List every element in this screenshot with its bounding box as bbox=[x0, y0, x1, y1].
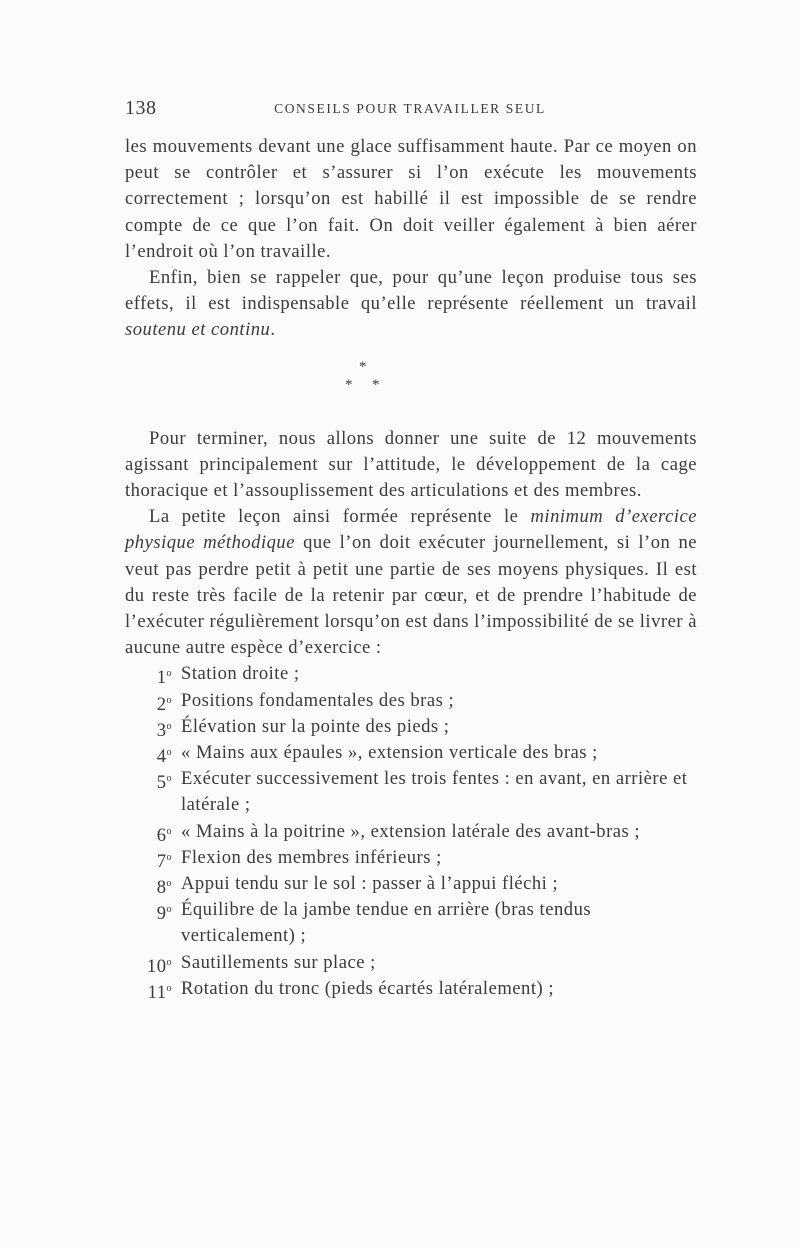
asterism-star: * bbox=[372, 376, 380, 393]
list-item-text: Flexion des membres inférieurs ; bbox=[181, 846, 442, 868]
paragraph-4-text: La petite leçon ainsi formée représente le bbox=[149, 506, 531, 528]
asterism-star: * bbox=[345, 376, 353, 393]
list-item-text: « Mains aux épaules », extension verticale des bras ; bbox=[181, 742, 598, 764]
list-item-text: Élévation sur la pointe des pieds ; bbox=[181, 715, 450, 737]
list-item-number: 11$^o$ bbox=[147, 981, 172, 1003]
list-item bbox=[125, 661, 697, 687]
list-item-number: 3$^o$ bbox=[156, 719, 172, 741]
list-item bbox=[125, 688, 697, 714]
paragraph-4-end: que l’on doit exécuter journellement, si l’on ne veut pas perdre petit à petit une partie de ses moyens physiques. Il est du reste très facile de la retenir par cœur, et de prendre l’habitude de l’exécuter régulièrement lorsqu’on est dans l’impossibilité de se livrer à aucune autre espèce d’exercice : bbox=[125, 532, 697, 659]
list-item-number: 7$^o$ bbox=[156, 850, 172, 872]
asterism-star: * bbox=[359, 358, 367, 375]
list-item bbox=[125, 766, 697, 818]
list-item-number: 9$^o$ bbox=[156, 903, 172, 925]
paragraph-4-italic: minimum d’exercice physique méthodique bbox=[125, 506, 697, 554]
page-header bbox=[125, 97, 695, 129]
list-item-text: Équilibre de la jambe tendue en arrière (bras tendus verticalement) ; bbox=[181, 899, 592, 947]
paragraph-2-text: Enfin, bien se rappeler que, pour qu’une leçon produise tous ses effets, il est indispensable qu’elle représente réellement un travail bbox=[125, 267, 697, 315]
body-text bbox=[125, 134, 697, 1002]
paragraph-2-italic: soutenu et continu bbox=[125, 319, 271, 341]
paragraph-1: les mouvements devant une glace suffisamment haute. Par ce moyen on peut se contrôler et s’assurer si l’on exécute les mouvements correctement ; lorsqu’on est habillé il est impossible de se rendre compte de ce que l’on fait. On doit veiller également à bien aérer l’endroit où l’on travaille. bbox=[125, 136, 697, 262]
list-item-text: Sautillements sur place ; bbox=[181, 951, 376, 973]
list-item-number: 5$^o$ bbox=[156, 772, 172, 794]
paragraph-4 bbox=[125, 504, 697, 661]
running-title: CONSEILS POUR TRAVAILLER SEUL bbox=[274, 101, 546, 116]
exercise-list bbox=[125, 661, 697, 1002]
list-item-number: 1$^o$ bbox=[156, 667, 172, 689]
list-item-text: « Mains à la poitrine », extension latérale des avant-bras ; bbox=[181, 820, 641, 842]
list-item-number: 8$^o$ bbox=[156, 877, 172, 899]
list-item bbox=[125, 740, 697, 766]
list-item bbox=[125, 976, 697, 1002]
list-item bbox=[125, 950, 697, 976]
list-item-text: Appui tendu sur le sol : passer à l’appui fléchi ; bbox=[181, 873, 559, 895]
list-item bbox=[125, 714, 697, 740]
list-item-text: Exécuter successivement les trois fentes : en avant, en arrière et latérale ; bbox=[181, 768, 688, 816]
paragraph-2-end: . bbox=[270, 319, 276, 341]
paragraph-2 bbox=[125, 265, 697, 344]
list-item-number: 4$^o$ bbox=[156, 746, 172, 768]
paragraph-3: Pour terminer, nous allons donner une suite de 12 mouvements agissant principalement sur l’attitude, le développement de la cage thoracique et l’assouplissement des articulations et des membres. bbox=[125, 427, 697, 502]
list-item bbox=[125, 819, 697, 845]
page-number: 138 bbox=[125, 97, 157, 119]
list-item-number: 10$^o$ bbox=[146, 955, 172, 977]
list-item bbox=[125, 897, 697, 949]
list-item-text: Rotation du tronc (pieds écartés latéralement) ; bbox=[181, 977, 555, 999]
list-item-number: 6$^o$ bbox=[156, 824, 172, 846]
list-item-number: 2$^o$ bbox=[156, 693, 172, 715]
list-item bbox=[125, 845, 697, 871]
list-item-text: Station droite ; bbox=[181, 663, 300, 685]
asterism-divider bbox=[125, 358, 697, 414]
list-item-text: Positions fondamentales des bras ; bbox=[181, 689, 455, 711]
list-item bbox=[125, 871, 697, 897]
